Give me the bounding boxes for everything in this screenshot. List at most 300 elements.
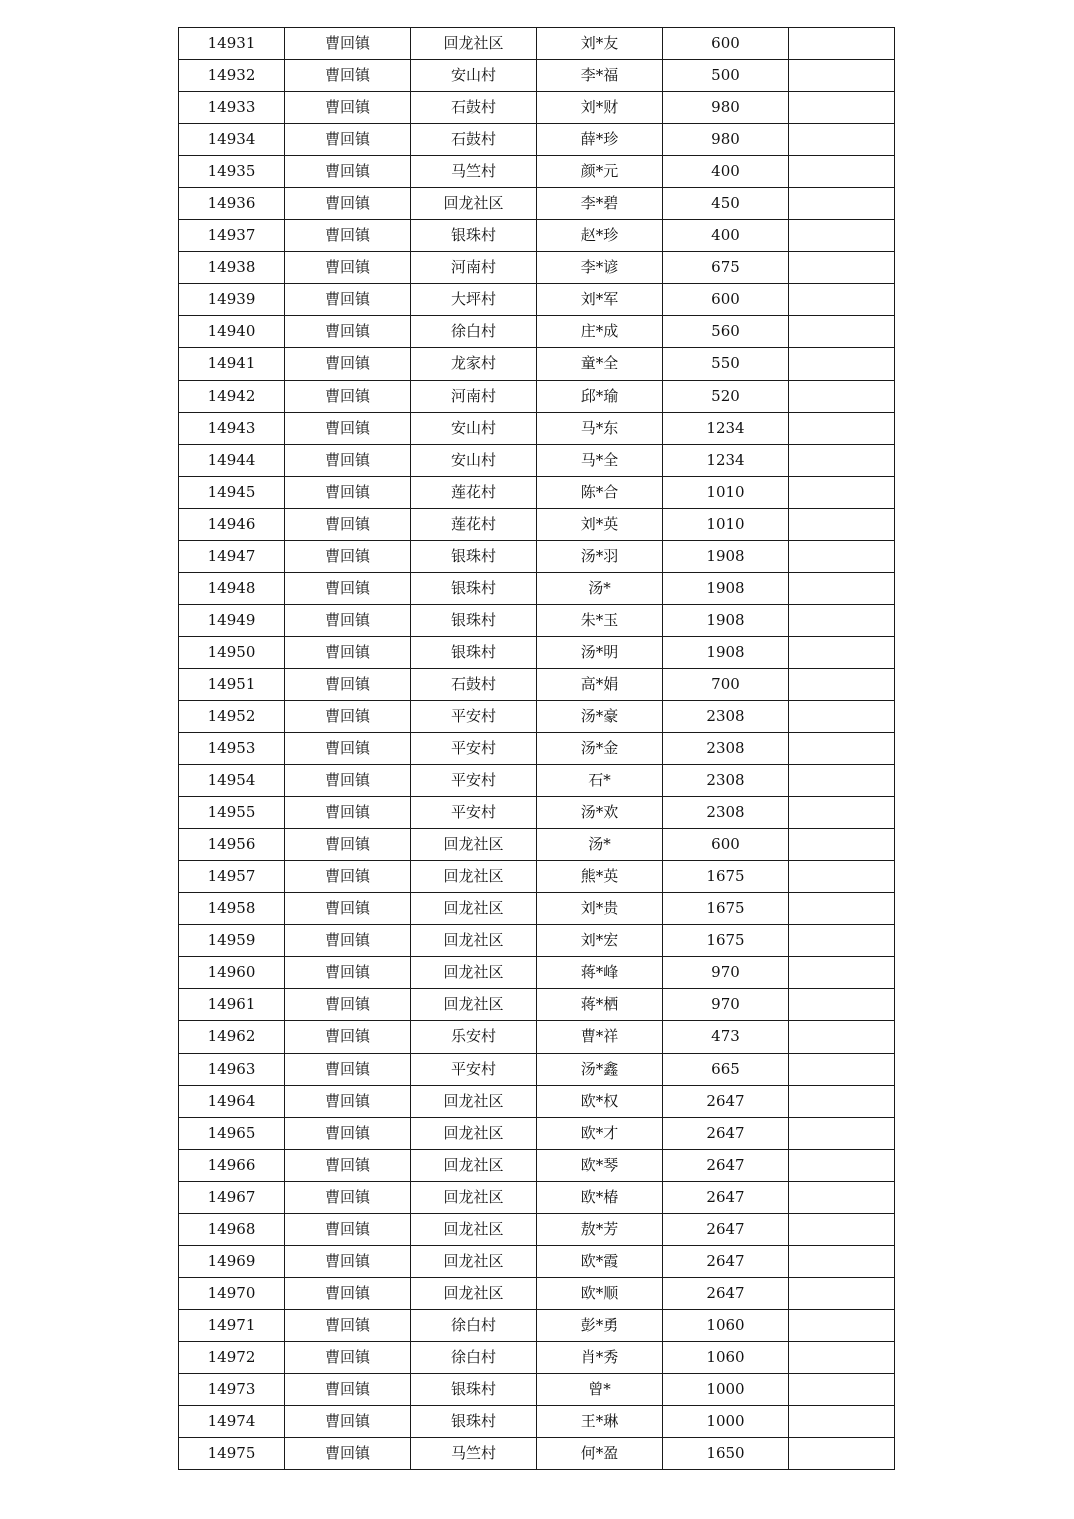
cell-seq: 14961 [179,989,285,1021]
cell-note [789,1149,895,1181]
table-row [179,733,895,765]
cell-note [789,765,895,797]
table-row [179,508,895,540]
table-row [179,989,895,1021]
cell-seq: 14934 [179,124,285,156]
cell-amount: 1908 [663,604,789,636]
cell-seq: 14954 [179,765,285,797]
cell-village: 回龙社区 [411,1085,537,1117]
cell-village: 回龙社区 [411,829,537,861]
cell-amount: 400 [663,220,789,252]
cell-seq: 14972 [179,1341,285,1373]
table-body [179,28,895,1470]
cell-village: 银珠村 [411,1373,537,1405]
cell-name: 石* [537,765,663,797]
table-row [179,668,895,700]
cell-village: 石鼓村 [411,668,537,700]
cell-amount: 2308 [663,765,789,797]
cell-note [789,1053,895,1085]
cell-town: 曹回镇 [285,444,411,476]
cell-village: 平安村 [411,733,537,765]
cell-town: 曹回镇 [285,733,411,765]
cell-seq: 14959 [179,925,285,957]
cell-name: 肖*秀 [537,1341,663,1373]
cell-town: 曹回镇 [285,1085,411,1117]
cell-amount: 1234 [663,444,789,476]
cell-amount: 2647 [663,1085,789,1117]
cell-name: 欧*权 [537,1085,663,1117]
data-table [178,27,895,1470]
cell-amount: 2308 [663,700,789,732]
cell-village: 回龙社区 [411,1149,537,1181]
cell-town: 曹回镇 [285,797,411,829]
cell-town: 曹回镇 [285,1149,411,1181]
cell-amount: 2647 [663,1245,789,1277]
cell-town: 曹回镇 [285,1213,411,1245]
cell-village: 回龙社区 [411,1117,537,1149]
cell-note [789,28,895,60]
cell-name: 欧*霞 [537,1245,663,1277]
cell-seq: 14938 [179,252,285,284]
cell-note [789,284,895,316]
cell-town: 曹回镇 [285,572,411,604]
cell-village: 安山村 [411,60,537,92]
cell-seq: 14950 [179,636,285,668]
cell-note [789,733,895,765]
cell-amount: 560 [663,316,789,348]
cell-note [789,316,895,348]
cell-amount: 675 [663,252,789,284]
cell-note [789,476,895,508]
cell-amount: 600 [663,28,789,60]
table-row [179,124,895,156]
cell-note [789,124,895,156]
cell-town: 曹回镇 [285,1438,411,1470]
cell-amount: 1234 [663,412,789,444]
cell-note [789,1245,895,1277]
cell-seq: 14940 [179,316,285,348]
cell-town: 曹回镇 [285,252,411,284]
cell-note [789,797,895,829]
cell-amount: 970 [663,989,789,1021]
cell-village: 安山村 [411,412,537,444]
cell-amount: 1675 [663,893,789,925]
table-row [179,444,895,476]
cell-name: 高*娟 [537,668,663,700]
cell-village: 徐白村 [411,1309,537,1341]
cell-village: 河南村 [411,252,537,284]
cell-town: 曹回镇 [285,28,411,60]
cell-seq: 14945 [179,476,285,508]
cell-amount: 1000 [663,1373,789,1405]
cell-amount: 1010 [663,476,789,508]
cell-amount: 2647 [663,1149,789,1181]
cell-amount: 2647 [663,1277,789,1309]
cell-seq: 14968 [179,1213,285,1245]
cell-seq: 14939 [179,284,285,316]
table-row [179,92,895,124]
cell-name: 赵*珍 [537,220,663,252]
cell-village: 回龙社区 [411,925,537,957]
table-row [179,1181,895,1213]
cell-town: 曹回镇 [285,188,411,220]
cell-note [789,1213,895,1245]
cell-name: 李*碧 [537,188,663,220]
cell-note [789,540,895,572]
cell-name: 蒋*峰 [537,957,663,989]
cell-village: 回龙社区 [411,1213,537,1245]
cell-note [789,1021,895,1053]
table-row [179,1213,895,1245]
cell-village: 龙家村 [411,348,537,380]
cell-name: 汤*豪 [537,700,663,732]
cell-note [789,380,895,412]
cell-amount: 2647 [663,1181,789,1213]
cell-town: 曹回镇 [285,957,411,989]
cell-amount: 970 [663,957,789,989]
table-row [179,60,895,92]
cell-name: 庄*成 [537,316,663,348]
cell-seq: 14969 [179,1245,285,1277]
cell-town: 曹回镇 [285,1309,411,1341]
cell-town: 曹回镇 [285,1053,411,1085]
cell-seq: 14937 [179,220,285,252]
cell-town: 曹回镇 [285,60,411,92]
cell-town: 曹回镇 [285,1406,411,1438]
cell-village: 徐白村 [411,316,537,348]
cell-village: 乐安村 [411,1021,537,1053]
cell-name: 欧*顺 [537,1277,663,1309]
cell-village: 银珠村 [411,572,537,604]
table-row [179,957,895,989]
cell-amount: 550 [663,348,789,380]
cell-town: 曹回镇 [285,380,411,412]
cell-note [789,829,895,861]
cell-seq: 14949 [179,604,285,636]
cell-amount: 2647 [663,1117,789,1149]
table-row [179,925,895,957]
cell-amount: 1060 [663,1309,789,1341]
cell-note [789,925,895,957]
cell-seq: 14947 [179,540,285,572]
cell-seq: 14953 [179,733,285,765]
cell-town: 曹回镇 [285,92,411,124]
cell-town: 曹回镇 [285,508,411,540]
cell-village: 平安村 [411,797,537,829]
cell-note [789,1181,895,1213]
cell-village: 平安村 [411,1053,537,1085]
table-row [179,572,895,604]
cell-name: 马*东 [537,412,663,444]
table-row [179,636,895,668]
cell-amount: 2308 [663,733,789,765]
cell-name: 刘*宏 [537,925,663,957]
cell-amount: 473 [663,1021,789,1053]
cell-amount: 1000 [663,1406,789,1438]
table-row [179,700,895,732]
cell-town: 曹回镇 [285,700,411,732]
cell-village: 银珠村 [411,636,537,668]
cell-name: 敖*芳 [537,1213,663,1245]
cell-amount: 1650 [663,1438,789,1470]
cell-village: 银珠村 [411,604,537,636]
cell-seq: 14964 [179,1085,285,1117]
table-row [179,1341,895,1373]
cell-seq: 14974 [179,1406,285,1438]
cell-name: 汤*鑫 [537,1053,663,1085]
table-row [179,1117,895,1149]
cell-village: 回龙社区 [411,957,537,989]
cell-note [789,1406,895,1438]
cell-town: 曹回镇 [285,893,411,925]
cell-town: 曹回镇 [285,829,411,861]
table-row [179,156,895,188]
table-row [179,1373,895,1405]
table-row [179,284,895,316]
cell-name: 刘*军 [537,284,663,316]
cell-amount: 520 [663,380,789,412]
cell-name: 汤*羽 [537,540,663,572]
cell-amount: 700 [663,668,789,700]
table-row [179,316,895,348]
cell-village: 银珠村 [411,220,537,252]
cell-village: 平安村 [411,700,537,732]
table-row [179,540,895,572]
cell-note [789,188,895,220]
cell-amount: 1675 [663,861,789,893]
cell-name: 李*福 [537,60,663,92]
cell-note [789,1309,895,1341]
cell-village: 平安村 [411,765,537,797]
cell-village: 回龙社区 [411,28,537,60]
table-row [179,1085,895,1117]
cell-name: 刘*财 [537,92,663,124]
cell-seq: 14965 [179,1117,285,1149]
cell-name: 曹*祥 [537,1021,663,1053]
cell-amount: 600 [663,284,789,316]
cell-amount: 2308 [663,797,789,829]
cell-note [789,957,895,989]
table-row [179,1277,895,1309]
table-row [179,28,895,60]
cell-town: 曹回镇 [285,156,411,188]
cell-seq: 14943 [179,412,285,444]
cell-seq: 14975 [179,1438,285,1470]
cell-amount: 1675 [663,925,789,957]
cell-town: 曹回镇 [285,636,411,668]
cell-amount: 1908 [663,636,789,668]
cell-village: 回龙社区 [411,1245,537,1277]
cell-note [789,1277,895,1309]
table-row [179,412,895,444]
cell-village: 大坪村 [411,284,537,316]
cell-name: 邱*瑜 [537,380,663,412]
cell-town: 曹回镇 [285,1117,411,1149]
cell-note [789,861,895,893]
cell-town: 曹回镇 [285,348,411,380]
cell-town: 曹回镇 [285,220,411,252]
table-row [179,1245,895,1277]
cell-name: 蒋*栖 [537,989,663,1021]
cell-name: 马*全 [537,444,663,476]
cell-amount: 400 [663,156,789,188]
cell-name: 曾* [537,1373,663,1405]
cell-seq: 14958 [179,893,285,925]
table-row [179,604,895,636]
cell-note [789,700,895,732]
cell-note [789,348,895,380]
cell-town: 曹回镇 [285,861,411,893]
cell-town: 曹回镇 [285,925,411,957]
cell-seq: 14931 [179,28,285,60]
cell-village: 河南村 [411,380,537,412]
table-row [179,380,895,412]
cell-village: 回龙社区 [411,1277,537,1309]
cell-seq: 14971 [179,1309,285,1341]
cell-amount: 600 [663,829,789,861]
table-row [179,220,895,252]
table-row [179,1406,895,1438]
cell-name: 童*全 [537,348,663,380]
cell-amount: 1060 [663,1341,789,1373]
cell-seq: 14944 [179,444,285,476]
cell-name: 王*琳 [537,1406,663,1438]
cell-seq: 14967 [179,1181,285,1213]
cell-town: 曹回镇 [285,124,411,156]
cell-seq: 14932 [179,60,285,92]
cell-note [789,252,895,284]
cell-village: 银珠村 [411,1406,537,1438]
table-row [179,348,895,380]
cell-amount: 1908 [663,572,789,604]
cell-name: 颜*元 [537,156,663,188]
cell-village: 莲花村 [411,508,537,540]
cell-name: 汤* [537,572,663,604]
cell-amount: 665 [663,1053,789,1085]
cell-town: 曹回镇 [285,604,411,636]
cell-note [789,604,895,636]
cell-note [789,60,895,92]
cell-town: 曹回镇 [285,1277,411,1309]
cell-town: 曹回镇 [285,284,411,316]
cell-seq: 14955 [179,797,285,829]
table-row [179,252,895,284]
cell-seq: 14957 [179,861,285,893]
cell-amount: 980 [663,92,789,124]
table-row [179,797,895,829]
cell-note [789,989,895,1021]
cell-village: 徐白村 [411,1341,537,1373]
cell-town: 曹回镇 [285,476,411,508]
cell-town: 曹回镇 [285,412,411,444]
cell-name: 汤*欢 [537,797,663,829]
cell-seq: 14936 [179,188,285,220]
cell-note [789,508,895,540]
table-row [179,1021,895,1053]
table-row [179,188,895,220]
cell-seq: 14973 [179,1373,285,1405]
cell-village: 回龙社区 [411,861,537,893]
cell-note [789,1085,895,1117]
cell-town: 曹回镇 [285,316,411,348]
cell-note [789,1341,895,1373]
cell-town: 曹回镇 [285,1373,411,1405]
cell-town: 曹回镇 [285,1245,411,1277]
table-row [179,861,895,893]
cell-seq: 14970 [179,1277,285,1309]
cell-seq: 14956 [179,829,285,861]
cell-seq: 14946 [179,508,285,540]
cell-seq: 14960 [179,957,285,989]
cell-name: 朱*玉 [537,604,663,636]
cell-village: 回龙社区 [411,989,537,1021]
cell-name: 李*谚 [537,252,663,284]
cell-name: 汤* [537,829,663,861]
cell-town: 曹回镇 [285,668,411,700]
cell-town: 曹回镇 [285,540,411,572]
table-row [179,1149,895,1181]
table-row [179,1053,895,1085]
cell-name: 刘*贵 [537,893,663,925]
table-row [179,829,895,861]
cell-village: 马竺村 [411,1438,537,1470]
table-row [179,476,895,508]
cell-note [789,156,895,188]
cell-town: 曹回镇 [285,765,411,797]
cell-note [789,668,895,700]
cell-village: 石鼓村 [411,124,537,156]
cell-seq: 14942 [179,380,285,412]
cell-name: 刘*友 [537,28,663,60]
table-row [179,893,895,925]
cell-village: 银珠村 [411,540,537,572]
cell-seq: 14933 [179,92,285,124]
cell-name: 何*盈 [537,1438,663,1470]
table-row [179,1309,895,1341]
cell-name: 彭*勇 [537,1309,663,1341]
cell-seq: 14948 [179,572,285,604]
cell-note [789,572,895,604]
cell-name: 熊*英 [537,861,663,893]
cell-note [789,636,895,668]
cell-note [789,1117,895,1149]
cell-seq: 14962 [179,1021,285,1053]
cell-name: 欧*椿 [537,1181,663,1213]
cell-name: 刘*英 [537,508,663,540]
cell-village: 回龙社区 [411,893,537,925]
cell-seq: 14935 [179,156,285,188]
cell-note [789,92,895,124]
cell-name: 汤*金 [537,733,663,765]
cell-seq: 14951 [179,668,285,700]
cell-seq: 14966 [179,1149,285,1181]
cell-note [789,444,895,476]
cell-village: 石鼓村 [411,92,537,124]
cell-village: 莲花村 [411,476,537,508]
cell-town: 曹回镇 [285,989,411,1021]
cell-village: 回龙社区 [411,188,537,220]
cell-village: 安山村 [411,444,537,476]
cell-amount: 2647 [663,1213,789,1245]
cell-name: 陈*合 [537,476,663,508]
cell-town: 曹回镇 [285,1021,411,1053]
cell-name: 欧*琴 [537,1149,663,1181]
cell-amount: 450 [663,188,789,220]
cell-village: 马竺村 [411,156,537,188]
table-row [179,765,895,797]
cell-name: 欧*才 [537,1117,663,1149]
cell-seq: 14963 [179,1053,285,1085]
